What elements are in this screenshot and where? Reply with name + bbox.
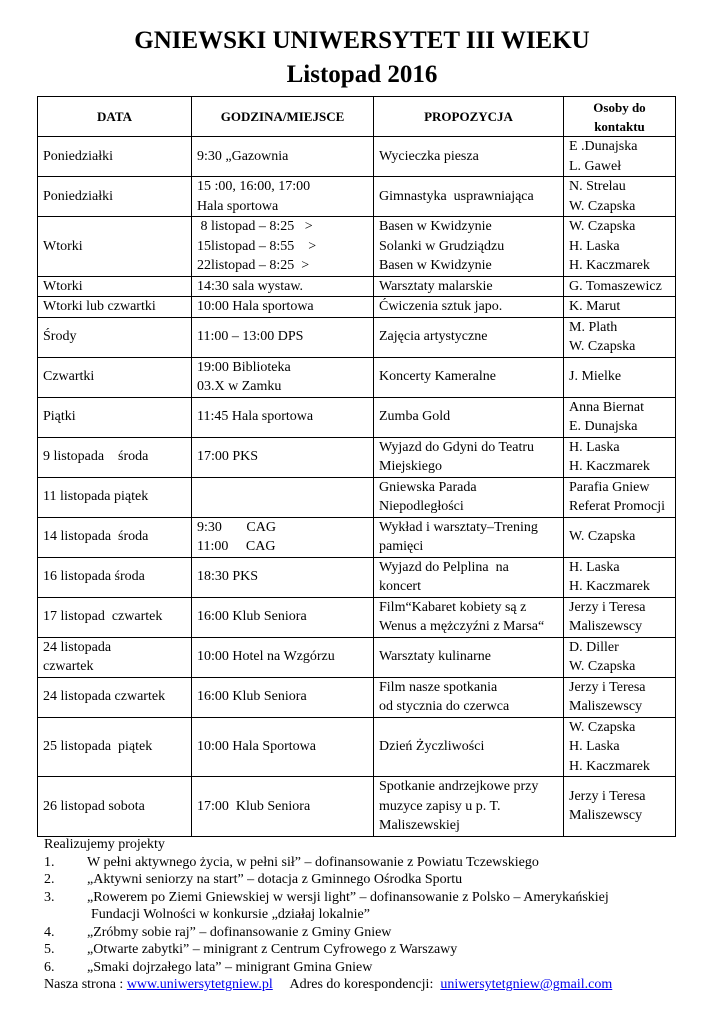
projects-list <box>44 854 684 977</box>
cell-line: od stycznia do czerwca <box>379 699 510 714</box>
table-row <box>38 397 676 437</box>
cell-line: 17:00 Klub Seniora <box>197 798 311 814</box>
cell-line: 14 listopada środa <box>43 529 149 545</box>
cell-line: E .Dunajska <box>569 139 638 154</box>
cell-godzina <box>192 557 374 597</box>
website-label: Nasza strona : <box>44 977 127 992</box>
project-text: „Otwarte zabytki” – minigrant z Centrum Cyfrowego z Warszawy <box>87 942 458 957</box>
table-row <box>38 276 676 297</box>
cell-line: Warsztaty malarskie <box>379 278 493 294</box>
cell-line: W. Czapska <box>569 198 636 214</box>
cell-line: H. Laska <box>569 559 620 575</box>
cell-godzina <box>192 597 374 637</box>
cell-line: Parafia Gniew <box>569 479 650 495</box>
project-text: „Aktywni seniorzy na start” – dotacja z Gminnego Ośrodka Sportu <box>87 872 463 887</box>
cell-line: 14:30 sala wystaw. <box>197 278 304 294</box>
cell-line: 19:00 Biblioteka <box>197 359 291 375</box>
cell-data <box>38 297 192 318</box>
cell-line: Jerzy i Teresa <box>569 599 646 615</box>
table-row <box>38 297 676 318</box>
cell-line: Anna Biernat <box>569 399 645 415</box>
cell-line: 9:30 CAG <box>197 519 276 535</box>
page-subtitle: Listopad 2016 <box>286 61 438 88</box>
cell-line: Wykład i warsztaty–Trening <box>379 519 538 535</box>
cell-line: W. Czapska <box>569 219 636 234</box>
cell-osoby <box>564 177 676 217</box>
cell-godzina <box>192 276 374 297</box>
cell-propozycja <box>374 276 564 297</box>
cell-osoby <box>564 717 676 777</box>
cell-data <box>38 517 192 557</box>
cell-line: H. Kaczmarek <box>569 459 650 474</box>
project-item <box>44 959 684 977</box>
cell-osoby <box>564 397 676 437</box>
schedule-table <box>37 96 676 837</box>
cell-data <box>38 777 192 837</box>
cell-line: 17:00 PKS <box>197 449 259 465</box>
address-label: Adres do korespondencji: <box>289 977 441 992</box>
table-row <box>38 437 676 477</box>
cell-line: 24 listopada czwartek <box>43 689 166 705</box>
cell-line: pamięci <box>379 539 424 554</box>
cell-propozycja <box>374 517 564 557</box>
cell-propozycja <box>374 297 564 318</box>
cell-line: 8 listopad – 8:25 > <box>197 219 313 234</box>
cell-godzina <box>192 137 374 177</box>
cell-line: Maliszewscy <box>569 619 643 634</box>
cell-line: W. Czapska <box>569 659 636 674</box>
cell-line: H. Kaczmarek <box>569 758 650 774</box>
cell-line: Wyjazd do Gdyni do Teatru <box>379 439 534 455</box>
project-text: „Rowerem po Ziemi Gniewskiej w wersji light” – dofinansowanie z Polsko – Amerykańskiej <box>87 889 609 905</box>
cell-line: 11:00 CAG <box>197 539 276 554</box>
contact-line <box>44 976 684 994</box>
cell-line: Środy <box>43 329 77 345</box>
cell-osoby <box>564 517 676 557</box>
cell-line: Zajęcia artystyczne <box>379 329 488 345</box>
cell-data <box>38 317 192 357</box>
cell-line: 11 listopada piątek <box>43 489 149 505</box>
cell-line: W. Czapska <box>569 529 636 545</box>
cell-line: Wtorki lub czwartki <box>43 299 156 314</box>
cell-godzina <box>192 177 374 217</box>
cell-godzina <box>192 297 374 318</box>
cell-data <box>38 217 192 277</box>
table-row <box>38 177 676 217</box>
cell-line: 03.X w Zamku <box>197 379 282 394</box>
cell-line: 24 listopada <box>43 639 112 655</box>
cell-line: Zumba Gold <box>379 409 451 425</box>
cell-line: D. Diller <box>569 639 619 655</box>
cell-line: Film nasze spotkania <box>379 679 498 695</box>
cell-osoby <box>564 137 676 177</box>
cell-line: 15 :00, 16:00, 17:00 <box>197 179 311 194</box>
cell-osoby <box>564 297 676 318</box>
schedule-table-body <box>38 137 676 837</box>
column-header-godzina: GODZINA/MIEJSCE <box>192 97 374 137</box>
cell-line: Koncerty Kameralne <box>379 369 496 385</box>
cell-osoby <box>564 317 676 357</box>
cell-data <box>38 637 192 677</box>
cell-line: Czwartki <box>43 369 95 385</box>
cell-line: 17 listopad czwartek <box>43 609 163 625</box>
cell-line: Maliszewskiej <box>379 818 460 833</box>
cell-line: Solanki w Grudziądzu <box>379 238 505 254</box>
project-text-continued: Fundacji Wolności w konkursie „działaj lokalnie” <box>91 907 370 922</box>
cell-line: Poniedziałki <box>43 188 113 204</box>
project-number: 6. <box>44 959 55 975</box>
project-item <box>44 924 684 942</box>
cell-line: 16:00 Klub Seniora <box>197 609 307 625</box>
cell-line: Spotkanie andrzejkowe przy <box>379 779 539 794</box>
cell-line: Dzień Życzliwości <box>379 739 485 754</box>
cell-line: Maliszewscy <box>569 699 643 714</box>
table-row <box>38 717 676 777</box>
table-row <box>38 637 676 677</box>
cell-godzina <box>192 477 374 517</box>
cell-godzina <box>192 777 374 837</box>
cell-data <box>38 276 192 297</box>
cell-propozycja <box>374 217 564 277</box>
cell-line: muzyce zapisy u p. T. <box>379 798 501 814</box>
cell-line: 18:30 PKS <box>197 569 259 585</box>
cell-line: 16 listopada środa <box>43 569 145 585</box>
cell-propozycja <box>374 677 564 717</box>
cell-line: Wyjazd do Pelplina na <box>379 559 509 575</box>
footer <box>44 836 684 994</box>
cell-line: W. Czapska <box>569 719 636 735</box>
cell-godzina <box>192 637 374 677</box>
cell-line: Film“Kabaret kobiety są z <box>379 599 527 615</box>
cell-osoby <box>564 477 676 517</box>
cell-godzina <box>192 317 374 357</box>
cell-line: Hala sportowa <box>197 198 279 214</box>
table-row <box>38 777 676 837</box>
table-row <box>38 357 676 397</box>
cell-godzina <box>192 397 374 437</box>
cell-osoby <box>564 437 676 477</box>
cell-line: Wycieczka piesza <box>379 148 479 164</box>
cell-line: G. Tomaszewicz <box>569 278 662 294</box>
cell-line: 10:00 Hala Sportowa <box>197 739 316 754</box>
table-row <box>38 137 676 177</box>
cell-propozycja <box>374 777 564 837</box>
cell-line: 9:30 „Gazownia <box>197 148 289 164</box>
cell-propozycja <box>374 177 564 217</box>
project-number: 4. <box>44 924 55 940</box>
cell-line: Basen w Kwidzynie <box>379 219 492 234</box>
cell-line: Niepodległości <box>379 499 464 514</box>
cell-data <box>38 177 192 217</box>
project-number: 1. <box>44 854 55 870</box>
cell-osoby <box>564 677 676 717</box>
cell-propozycja <box>374 717 564 777</box>
cell-line: Warsztaty kulinarne <box>379 649 491 665</box>
cell-line: 22listopad – 8:25 > <box>197 258 310 273</box>
cell-osoby <box>564 597 676 637</box>
cell-line: Gimnastyka usprawniająca <box>379 188 534 204</box>
cell-line: E. Dunajska <box>569 419 638 434</box>
column-header-data: DATA <box>38 97 192 137</box>
cell-propozycja <box>374 397 564 437</box>
table-row <box>38 597 676 637</box>
cell-line: Piątki <box>43 409 76 425</box>
cell-osoby <box>564 777 676 837</box>
cell-line: H. Kaczmarek <box>569 258 650 273</box>
cell-propozycja <box>374 637 564 677</box>
project-item <box>44 889 684 907</box>
cell-line: H. Laska <box>569 439 620 455</box>
cell-line: J. Mielke <box>569 369 622 385</box>
project-text: „Smaki dojrzałego lata” – minigrant Gmina Gniew <box>87 959 373 975</box>
table-row <box>38 477 676 517</box>
cell-data <box>38 557 192 597</box>
cell-line: L. Gaweł <box>569 158 622 174</box>
cell-line: Maliszewscy <box>569 808 643 824</box>
website-link[interactable]: www.uniwersytetgniew.pl <box>126 977 273 992</box>
cell-line: czwartek <box>43 659 94 674</box>
cell-propozycja <box>374 597 564 637</box>
cell-data <box>38 437 192 477</box>
table-row <box>38 317 676 357</box>
cell-line: 25 listopada piątek <box>43 739 153 754</box>
cell-line: Wtorki <box>43 238 83 254</box>
cell-line: 26 listopad sobota <box>43 798 145 814</box>
cell-data <box>38 717 192 777</box>
cell-line: Referat Promocji <box>569 499 666 514</box>
project-text: W pełni aktywnego życia, w pełni sił” – dofinansowanie z Powiatu Tczewskiego <box>87 854 539 870</box>
projects-heading: Realizujemy projekty <box>44 837 165 852</box>
cell-line: Jerzy i Teresa <box>569 679 646 695</box>
project-number: 3. <box>44 889 55 905</box>
cell-line: koncert <box>379 579 421 594</box>
cell-line: H. Laska <box>569 739 620 754</box>
cell-propozycja <box>374 477 564 517</box>
cell-data <box>38 397 192 437</box>
project-item <box>44 941 684 959</box>
cell-line: 15listopad – 8:55 > <box>197 238 317 254</box>
cell-line: N. Strelau <box>569 179 626 194</box>
cell-line: W. Czapska <box>569 339 636 354</box>
cell-propozycja <box>374 437 564 477</box>
project-item <box>44 871 684 889</box>
cell-line: 16:00 Klub Seniora <box>197 689 307 705</box>
cell-data <box>38 477 192 517</box>
cell-data <box>38 357 192 397</box>
cell-data <box>38 137 192 177</box>
cell-godzina <box>192 517 374 557</box>
cell-line: Wtorki <box>43 278 83 294</box>
table-row <box>38 517 676 557</box>
project-number: 5. <box>44 942 55 957</box>
cell-osoby <box>564 557 676 597</box>
project-number: 2. <box>44 872 55 887</box>
cell-propozycja <box>374 557 564 597</box>
cell-godzina <box>192 717 374 777</box>
table-row <box>38 217 676 277</box>
column-header-propozycja: PROPOZYCJA <box>374 97 564 137</box>
cell-propozycja <box>374 317 564 357</box>
email-link[interactable]: uniwersytetgniew@gmail.com <box>440 977 613 992</box>
cell-propozycja <box>374 137 564 177</box>
cell-line: 11:00 – 13:00 DPS <box>197 329 304 345</box>
cell-line: K. Marut <box>569 299 621 314</box>
project-text: „Zróbmy sobie raj” – dofinansowanie z Gminy Gniew <box>87 924 392 940</box>
table-row <box>38 677 676 717</box>
cell-godzina <box>192 217 374 277</box>
cell-propozycja <box>374 357 564 397</box>
table-row <box>38 557 676 597</box>
cell-godzina <box>192 437 374 477</box>
cell-line: 9 listopada środa <box>43 449 149 465</box>
table-header-row <box>38 97 676 137</box>
cell-data <box>38 677 192 717</box>
cell-line: Wenus a mężczyźni z Marsa“ <box>379 619 545 634</box>
cell-line: Miejskiego <box>379 459 442 474</box>
cell-line: 11:45 Hala sportowa <box>197 409 314 425</box>
cell-osoby <box>564 357 676 397</box>
cell-osoby <box>564 276 676 297</box>
cell-line: Gniewska Parada <box>379 479 477 495</box>
cell-line: H. Kaczmarek <box>569 579 650 594</box>
column-header-osoby: Osoby do kontaktu <box>564 97 676 137</box>
cell-osoby <box>564 637 676 677</box>
cell-osoby <box>564 217 676 277</box>
cell-line: Jerzy i Teresa <box>569 788 646 804</box>
cell-line: Basen w Kwidzynie <box>379 258 492 273</box>
cell-data <box>38 597 192 637</box>
cell-line: 10:00 Hotel na Wzgórzu <box>197 649 335 665</box>
page-title: GNIEWSKI UNIWERSYTET III WIEKU <box>134 27 590 54</box>
cell-line: Poniedziałki <box>43 148 113 164</box>
cell-line: M. Plath <box>569 319 618 335</box>
cell-godzina <box>192 677 374 717</box>
cell-line: 10:00 Hala sportowa <box>197 299 314 314</box>
cell-line: H. Laska <box>569 238 620 254</box>
cell-line: Ćwiczenia sztuk japo. <box>379 299 503 314</box>
project-item <box>44 854 684 872</box>
cell-godzina <box>192 357 374 397</box>
